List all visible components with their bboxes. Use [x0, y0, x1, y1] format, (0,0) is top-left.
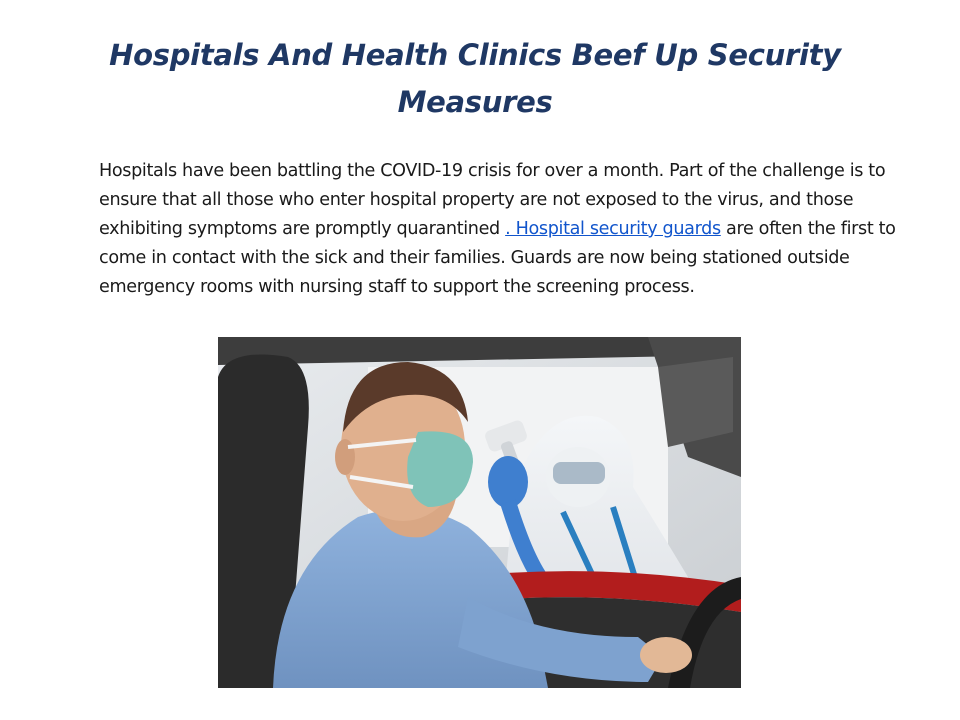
hospital-security-guards-link[interactable]: . Hospital security guards	[505, 219, 721, 239]
slide-title: Hospitals And Health Clinics Beef Up Security Measures	[109, 38, 841, 119]
body-paragraph	[99, 157, 899, 302]
photo-illustration	[218, 337, 741, 688]
paragraph-text-start: Hospitals have been battling the COVID-19 crisis for over a month. Part of the challenge is to ensure that all those who enter hospital property are not exposed to the virus, and those exhibiting symptoms are promptly quarantined	[99, 161, 886, 239]
paragraph-text-end: are often the first to come in contact with the sick and their families. Guards are now being stationed outside emergency rooms with nursing staff to support the screening process.	[99, 219, 896, 297]
article-photo	[218, 337, 741, 688]
